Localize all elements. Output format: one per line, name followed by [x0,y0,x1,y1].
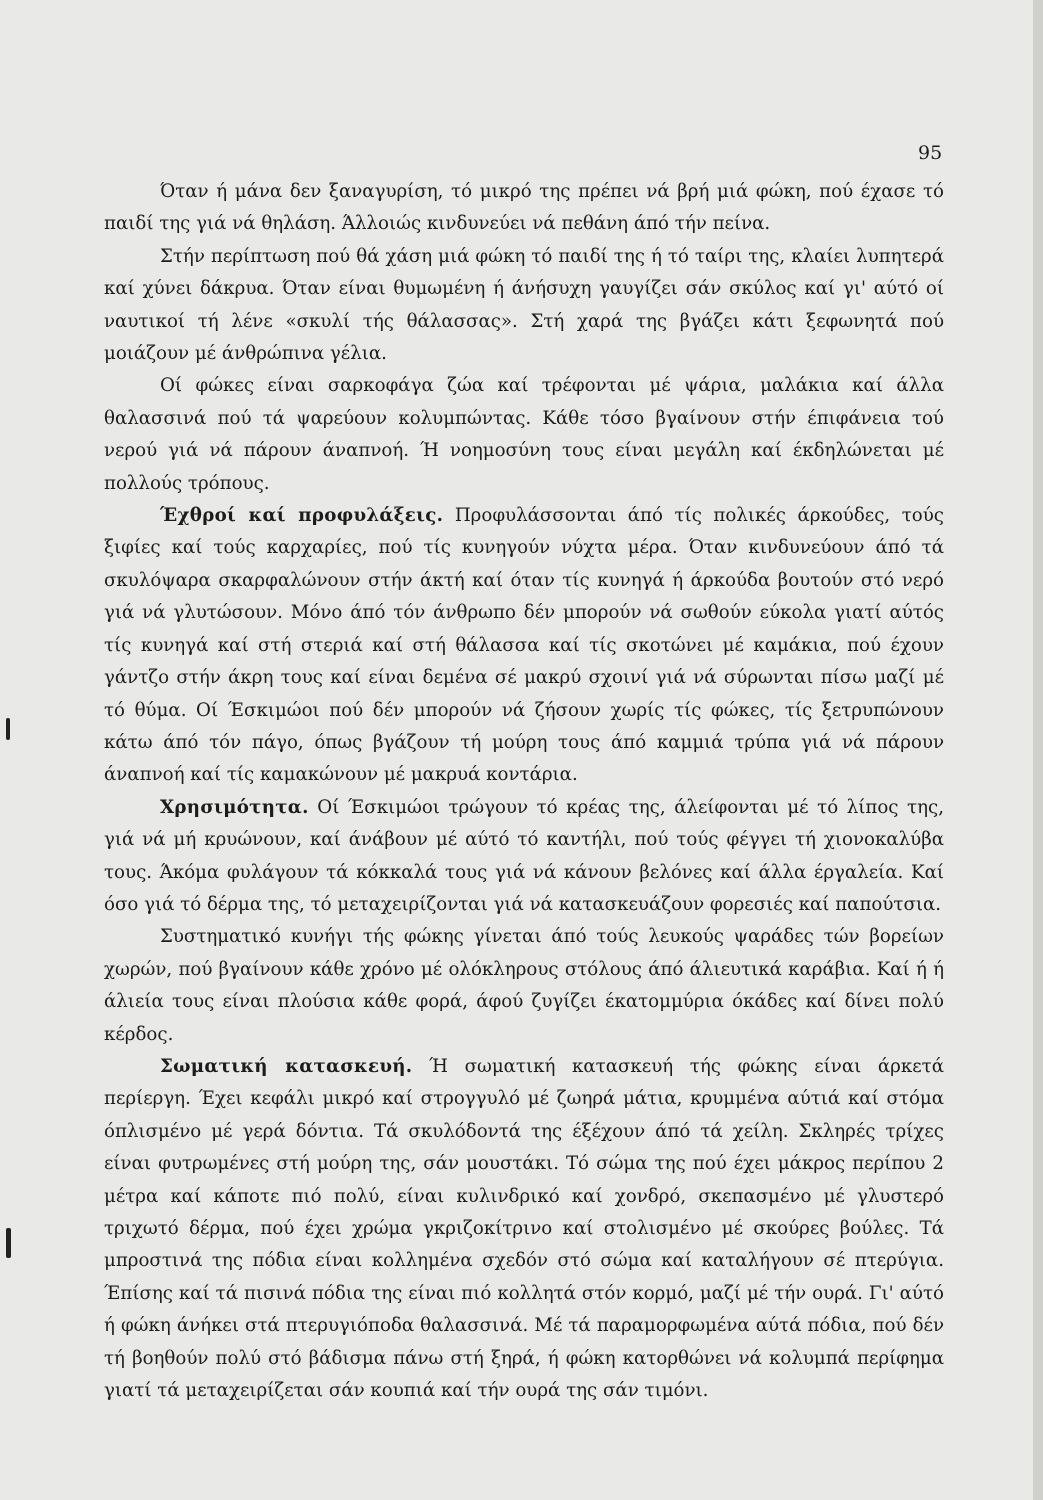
paragraph [104,370,944,500]
section-heading-enemies: Έχθροί καί προφυλάξεις. [160,505,444,527]
body-text [104,176,944,1407]
paragraph-text: Προφυλάσσονται άπό τίς πολικές άρκούδες, τούς ξιφίες καί τούς καρχαρίες, πού τίς κυνηγούν νύχτα μέρα. Όταν κινδυνεύουν άπό τά σκυλόψαρα σκαρφαλώνουν στήν άκτή καί όταν τίς κυνηγά ή άρκούδα βουτούν στό νερό γιά νά γλυτώσουν. Μόνο άπό τόν άνθρωπο δέν μπορούν νά σωθούν εύκολα γιατί αύτός τίς κυνηγά καί στή στεριά καί στή θάλασσα καί τίς σκοτώνει μέ καμάκια, πού έχουν γάντζο στήν άκρη τους καί είναι δεμένα σέ μακρύ σχοινί γιά νά σύρωνται πίσω μαζί μέ τό θύμα. Οί Έσκιμώοι πού δέν μπορούν νά ζήσουν χωρίς τίς φώκες, τίς ξετρυπώνουν κάτω άπό τόν πάγο, όπως βγάζουν τή μούρη τους άπό καμμιά τρύπα γιά νά πάρουν άναπνοή καί τίς καμακώνουν μέ μακρυά κοντάρια. [104,505,944,786]
paragraph-text: Οί φώκες είναι σαρκοφάγα ζώα καί τρέφονται μέ ψάρια, μαλάκια καί άλλα θαλασσινά πού τά ψαρεύουν κολυμπώντας. Κάθε τόσο βγαίνουν στήν έπιφάνεια τού νερού γιά νά πάρουν άναπνοή. Ή νοημοσύνη τους είναι μεγάλη καί έκδηλώνεται μέ πολλούς τρόπους. [104,375,944,494]
paragraph-text: Συστηματικό κυνήγι τής φώκης γίνεται άπό τούς λευκούς ψαράδες τών βορείων χωρών, πού βγαίνουν κάθε χρόνο μέ ολόκληρους στόλους άπό άλιευτικά καράβια. Καί ή ή άλιεία τους είναι πλούσια κάθε φορά, άφού ζυγίζει έκατομμύρια όκάδες καί δίνει πολύ κέρδος. [104,926,944,1045]
paragraph-text: Όταν ή μάνα δεν ξαναγυρίση, τό μικρό της πρέπει νά βρή μιά φώκη, πού έχασε τό παιδί της γιά νά θηλάση. Άλλοιώς κινδυνεύει νά πεθάνη άπό τήν πείνα. [104,181,944,235]
scan-mark [6,1228,11,1258]
paragraph [104,500,944,792]
paragraph-text: Οί Έσκιμώοι τρώγουν τό κρέας της, άλείφονται μέ τό λίπος της, γιά νά μή κρυώνουν, καί άνάβουν μέ αύτό τό καντήλι, πού τούς φέγγει τή χιονοκαλύβα τους. Άκόμα φυλάγουν τά κόκκαλά τους γιά νά κάνουν βελόνες καί άλλα έργαλεία. Καί όσο γιά τό δέρμα της, τό μεταχειρίζονται γιά νά κατασκευάζουν φορεσιές καί παπούτσια. [104,796,944,915]
paragraph-text: Ή σωματική κατασκευή τής φώκης είναι άρκετά περίεργη. Έχει κεφάλι μικρό καί στρογγυλό μέ ζωηρά μάτια, κρυμμένα αύτιά καί στόμα όπλισμένο μέ γερά δόντια. Τά σκυλόδοντά της έξέχουν άπό τά χείλη. Σκληρές τρίχες είναι φυτρωμένες στή μούρη της, σάν μουστάκι. Τό σώμα της πού έχει μάκρος περίπου 2 μέτρα καί κάποτε πιό πολύ, είναι κυλινδρικό καί χονδρό, σκεπασμένο μέ γλυστερό τριχωτό δέρμα, πού έχει χρώμα γκριζοκίτρινο καί στολισμένο μέ σκούρες βούλες. Τά μπροστινά της πόδια είναι κολλημένα σχεδόν στό σώμα καί καταλήγουν σέ πτερύγια. Έπίσης καί τά πισινά πόδια της είναι πιό κολλητά στόν κορμό, μαζί μέ τήν ουρά. Γι' αύτό ή φώκη άνήκει στά πτερυγιόποδα θαλασσινά. Μέ τά παραμορφωμένα αύτά πόδια, πού δέν τή βοηθούν πολύ στό βάδισμα πάνω στή ξηρά, ή φώκη κατορθώνει νά κολυμπά περίφημα γιατί τά μεταχειρίζεται σάν κουπιά καί τήν ουρά της σάν τιμόνι. [104,1055,944,1402]
page-number: 95 [918,142,943,164]
paragraph-text: Στήν περίπτωση πού θά χάση μιά φώκη τό παιδί της ή τό ταίρι της, κλαίει λυπητερά καί χύνει δάκρυα. Όταν είναι θυμωμένη ή άνήσυχη γαυγίζει σάν σκύλος καί γι' αύτό οί ναυτικοί τή λένε «σκυλί τής θάλασσας». Στή χαρά της βγάζει κάτι ξεφωνητά πού μοιάζουν μέ άνθρώπινα γέλια. [104,245,944,365]
paragraph [104,176,944,241]
paragraph [104,241,944,371]
scan-mark [6,718,10,740]
section-heading-usefulness: Χρησιμότητα. [160,796,309,818]
paragraph [104,921,944,1051]
paragraph [104,792,944,922]
section-heading-anatomy: Σωματική κατασκευή. [160,1055,413,1077]
paragraph [104,1051,944,1407]
